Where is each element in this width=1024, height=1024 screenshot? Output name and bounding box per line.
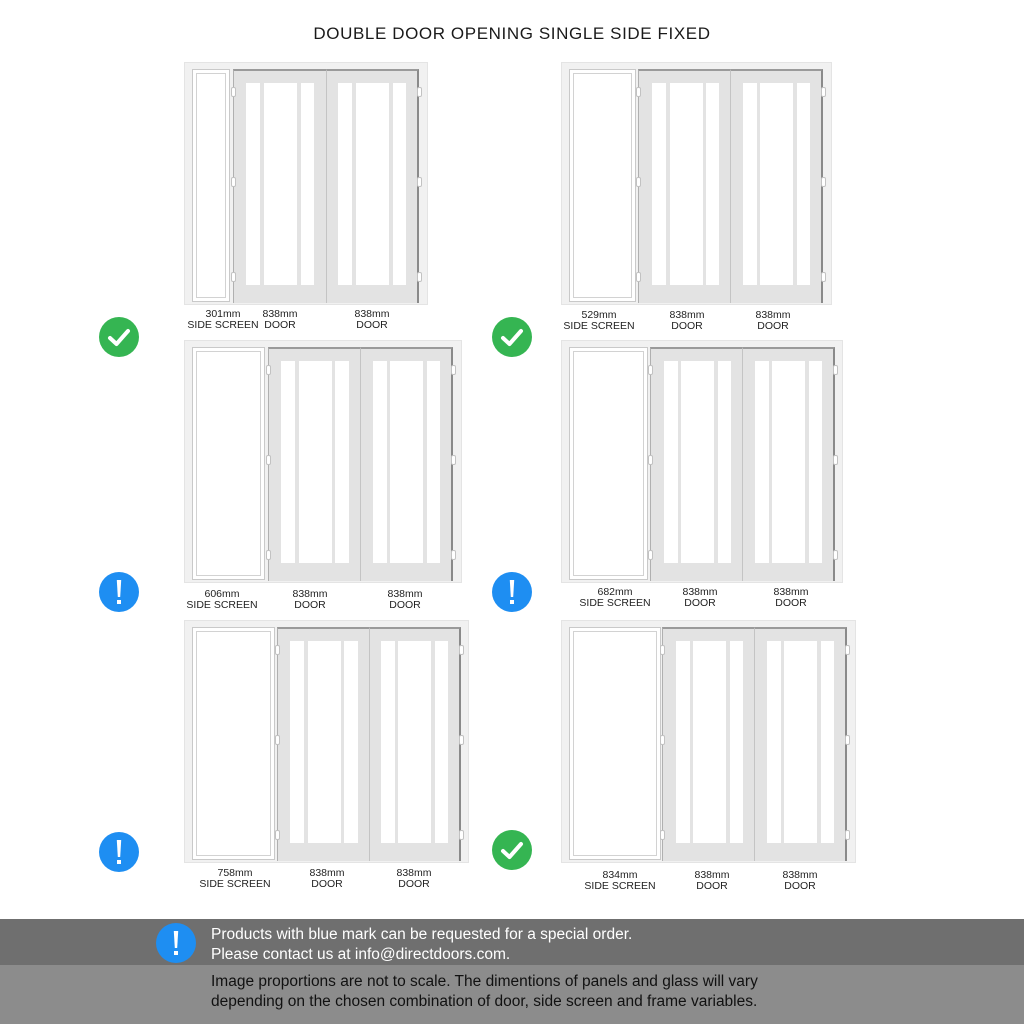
door-leaf-right — [754, 627, 847, 861]
hinge-icon — [648, 365, 653, 375]
door-leaf-left — [277, 627, 369, 861]
hinge-icon — [451, 365, 456, 375]
door-label — [750, 870, 850, 892]
glass-pane — [693, 641, 726, 843]
glass-pane — [784, 641, 817, 843]
hinge-icon — [648, 455, 653, 465]
type-text: DOOR — [784, 880, 816, 892]
exclamation-icon — [99, 832, 139, 872]
side-screen-panel — [192, 69, 230, 302]
notice-line: Please contact us at info@directdoors.com. — [211, 946, 511, 963]
glass-pane — [664, 361, 678, 563]
size-text: 838mm — [292, 588, 328, 600]
glass-pane — [821, 641, 834, 843]
exclamation-icon — [156, 923, 196, 963]
hinge-icon — [417, 177, 422, 187]
size-text: 301mm — [205, 308, 241, 320]
hinge-icon — [648, 550, 653, 560]
hinge-icon — [417, 87, 422, 97]
glass-pane — [290, 641, 304, 843]
disclaimer-line: Image proportions are not to scale. The dimentions of panels and glass will vary — [211, 973, 758, 990]
hinge-icon — [459, 645, 464, 655]
hinge-icon — [417, 272, 422, 282]
type-text: DOOR — [398, 878, 430, 890]
size-text: 838mm — [773, 586, 809, 598]
door-label — [260, 589, 360, 611]
hinge-icon — [660, 830, 665, 840]
glass-pane — [264, 83, 297, 285]
glass-pane — [373, 361, 387, 563]
glass-pane — [335, 361, 349, 563]
exclamation-icon — [492, 572, 532, 612]
side-screen-panel — [192, 347, 265, 580]
glass-pane — [281, 361, 295, 563]
side-screen-panel — [192, 627, 275, 860]
type-text: SIDE SCREEN — [186, 599, 258, 611]
glass-pane — [772, 361, 805, 563]
size-text: 529mm — [581, 309, 617, 321]
door-label — [355, 589, 455, 611]
glass-pane — [767, 641, 781, 843]
type-text: DOOR — [684, 597, 716, 609]
hinge-icon — [660, 735, 665, 745]
glass-pane — [356, 83, 389, 285]
type-text: SIDE SCREEN — [199, 878, 271, 890]
hinge-icon — [451, 455, 456, 465]
glass-pane — [308, 641, 341, 843]
glass-pane — [435, 641, 448, 843]
hinge-icon — [636, 272, 641, 282]
hinge-icon — [266, 455, 271, 465]
door-diagram-606 — [184, 340, 462, 583]
hinge-icon — [266, 365, 271, 375]
door-leaf-left — [233, 69, 326, 303]
glass-pane — [706, 83, 719, 285]
hinge-icon — [833, 550, 838, 560]
size-text: 838mm — [669, 309, 705, 321]
side-screen-label — [570, 870, 670, 892]
door-leaf-right — [360, 347, 453, 581]
size-text: 838mm — [694, 869, 730, 881]
check-icon — [492, 830, 532, 870]
door-diagram-301 — [184, 62, 428, 305]
hinge-icon — [231, 177, 236, 187]
hinge-icon — [821, 272, 826, 282]
page-title: DOUBLE DOOR OPENING SINGLE SIDE FIXED — [313, 24, 711, 43]
glass-pane — [676, 641, 690, 843]
glass-pane — [755, 361, 769, 563]
glass-pane — [797, 83, 810, 285]
side-screen-panel — [569, 69, 636, 302]
door-diagram-834 — [561, 620, 856, 863]
check-icon — [99, 317, 139, 357]
hinge-icon — [660, 645, 665, 655]
door-leaf-right — [369, 627, 461, 861]
size-text: 838mm — [262, 308, 298, 320]
glass-pane — [670, 83, 703, 285]
hinge-icon — [845, 830, 850, 840]
glass-pane — [760, 83, 793, 285]
door-label — [662, 870, 762, 892]
glass-pane — [390, 361, 423, 563]
hinge-icon — [821, 177, 826, 187]
size-text: 606mm — [204, 588, 240, 600]
door-label — [364, 868, 464, 890]
type-text: DOOR — [264, 319, 296, 331]
type-text: DOOR — [356, 319, 388, 331]
door-diagram-758 — [184, 620, 469, 863]
hinge-icon — [231, 87, 236, 97]
glass-pane — [246, 83, 260, 285]
glass-pane — [743, 83, 757, 285]
size-text: 758mm — [217, 867, 253, 879]
door-diagram-529 — [561, 62, 832, 305]
size-text: 838mm — [682, 586, 718, 598]
size-text: 834mm — [602, 869, 638, 881]
door-leaf-left — [268, 347, 360, 581]
special-order-notice — [211, 925, 632, 965]
glass-pane — [718, 361, 731, 563]
type-text: DOOR — [294, 599, 326, 611]
size-text: 838mm — [309, 867, 345, 879]
door-label — [741, 587, 841, 609]
size-text: 838mm — [354, 308, 390, 320]
door-leaf-left — [650, 347, 742, 581]
glass-pane — [299, 361, 332, 563]
hinge-icon — [833, 365, 838, 375]
type-text: SIDE SCREEN — [187, 319, 259, 331]
type-text: SIDE SCREEN — [584, 880, 656, 892]
type-text: DOOR — [311, 878, 343, 890]
glass-pane — [344, 641, 358, 843]
size-text: 838mm — [396, 867, 432, 879]
door-diagram-682 — [561, 340, 843, 583]
glass-pane — [381, 641, 395, 843]
type-text: DOOR — [696, 880, 728, 892]
size-text: 838mm — [387, 588, 423, 600]
hinge-icon — [636, 177, 641, 187]
side-screen-label — [185, 868, 285, 890]
side-screen-panel — [569, 627, 661, 860]
side-screen-label — [172, 589, 272, 611]
glass-pane — [393, 83, 406, 285]
glass-pane — [652, 83, 666, 285]
side-screen-label — [549, 310, 649, 332]
type-text: DOOR — [671, 320, 703, 332]
glass-pane — [809, 361, 822, 563]
glass-pane — [338, 83, 352, 285]
door-label — [322, 309, 422, 331]
hinge-icon — [636, 87, 641, 97]
notice-line: Products with blue mark can be requested for a special order. — [211, 926, 633, 943]
hinge-icon — [459, 830, 464, 840]
hinge-icon — [275, 735, 280, 745]
type-text: DOOR — [775, 597, 807, 609]
glass-pane — [730, 641, 743, 843]
door-label — [230, 309, 330, 331]
hinge-icon — [275, 830, 280, 840]
size-text: 838mm — [755, 309, 791, 321]
glass-pane — [301, 83, 314, 285]
hinge-icon — [845, 735, 850, 745]
hinge-icon — [231, 272, 236, 282]
type-text: SIDE SCREEN — [579, 597, 651, 609]
glass-pane — [427, 361, 440, 563]
hinge-icon — [833, 455, 838, 465]
hinge-icon — [275, 645, 280, 655]
door-label — [637, 310, 737, 332]
hinge-icon — [266, 550, 271, 560]
hinge-icon — [451, 550, 456, 560]
check-icon — [492, 317, 532, 357]
door-leaf-right — [326, 69, 419, 303]
disclaimer-text — [211, 972, 758, 1012]
glass-pane — [398, 641, 431, 843]
door-label — [277, 868, 377, 890]
door-label — [650, 587, 750, 609]
type-text: SIDE SCREEN — [563, 320, 635, 332]
door-label — [723, 310, 823, 332]
glass-pane — [681, 361, 714, 563]
size-text: 682mm — [597, 586, 633, 598]
hinge-icon — [845, 645, 850, 655]
type-text: DOOR — [389, 599, 421, 611]
type-text: DOOR — [757, 320, 789, 332]
side-screen-panel — [569, 347, 648, 580]
door-leaf-right — [730, 69, 823, 303]
size-text: 838mm — [782, 869, 818, 881]
exclamation-icon — [99, 572, 139, 612]
disclaimer-line: depending on the chosen combination of door, side screen and frame variables. — [211, 993, 758, 1010]
door-leaf-left — [638, 69, 730, 303]
hinge-icon — [821, 87, 826, 97]
hinge-icon — [459, 735, 464, 745]
door-leaf-left — [662, 627, 754, 861]
door-leaf-right — [742, 347, 835, 581]
